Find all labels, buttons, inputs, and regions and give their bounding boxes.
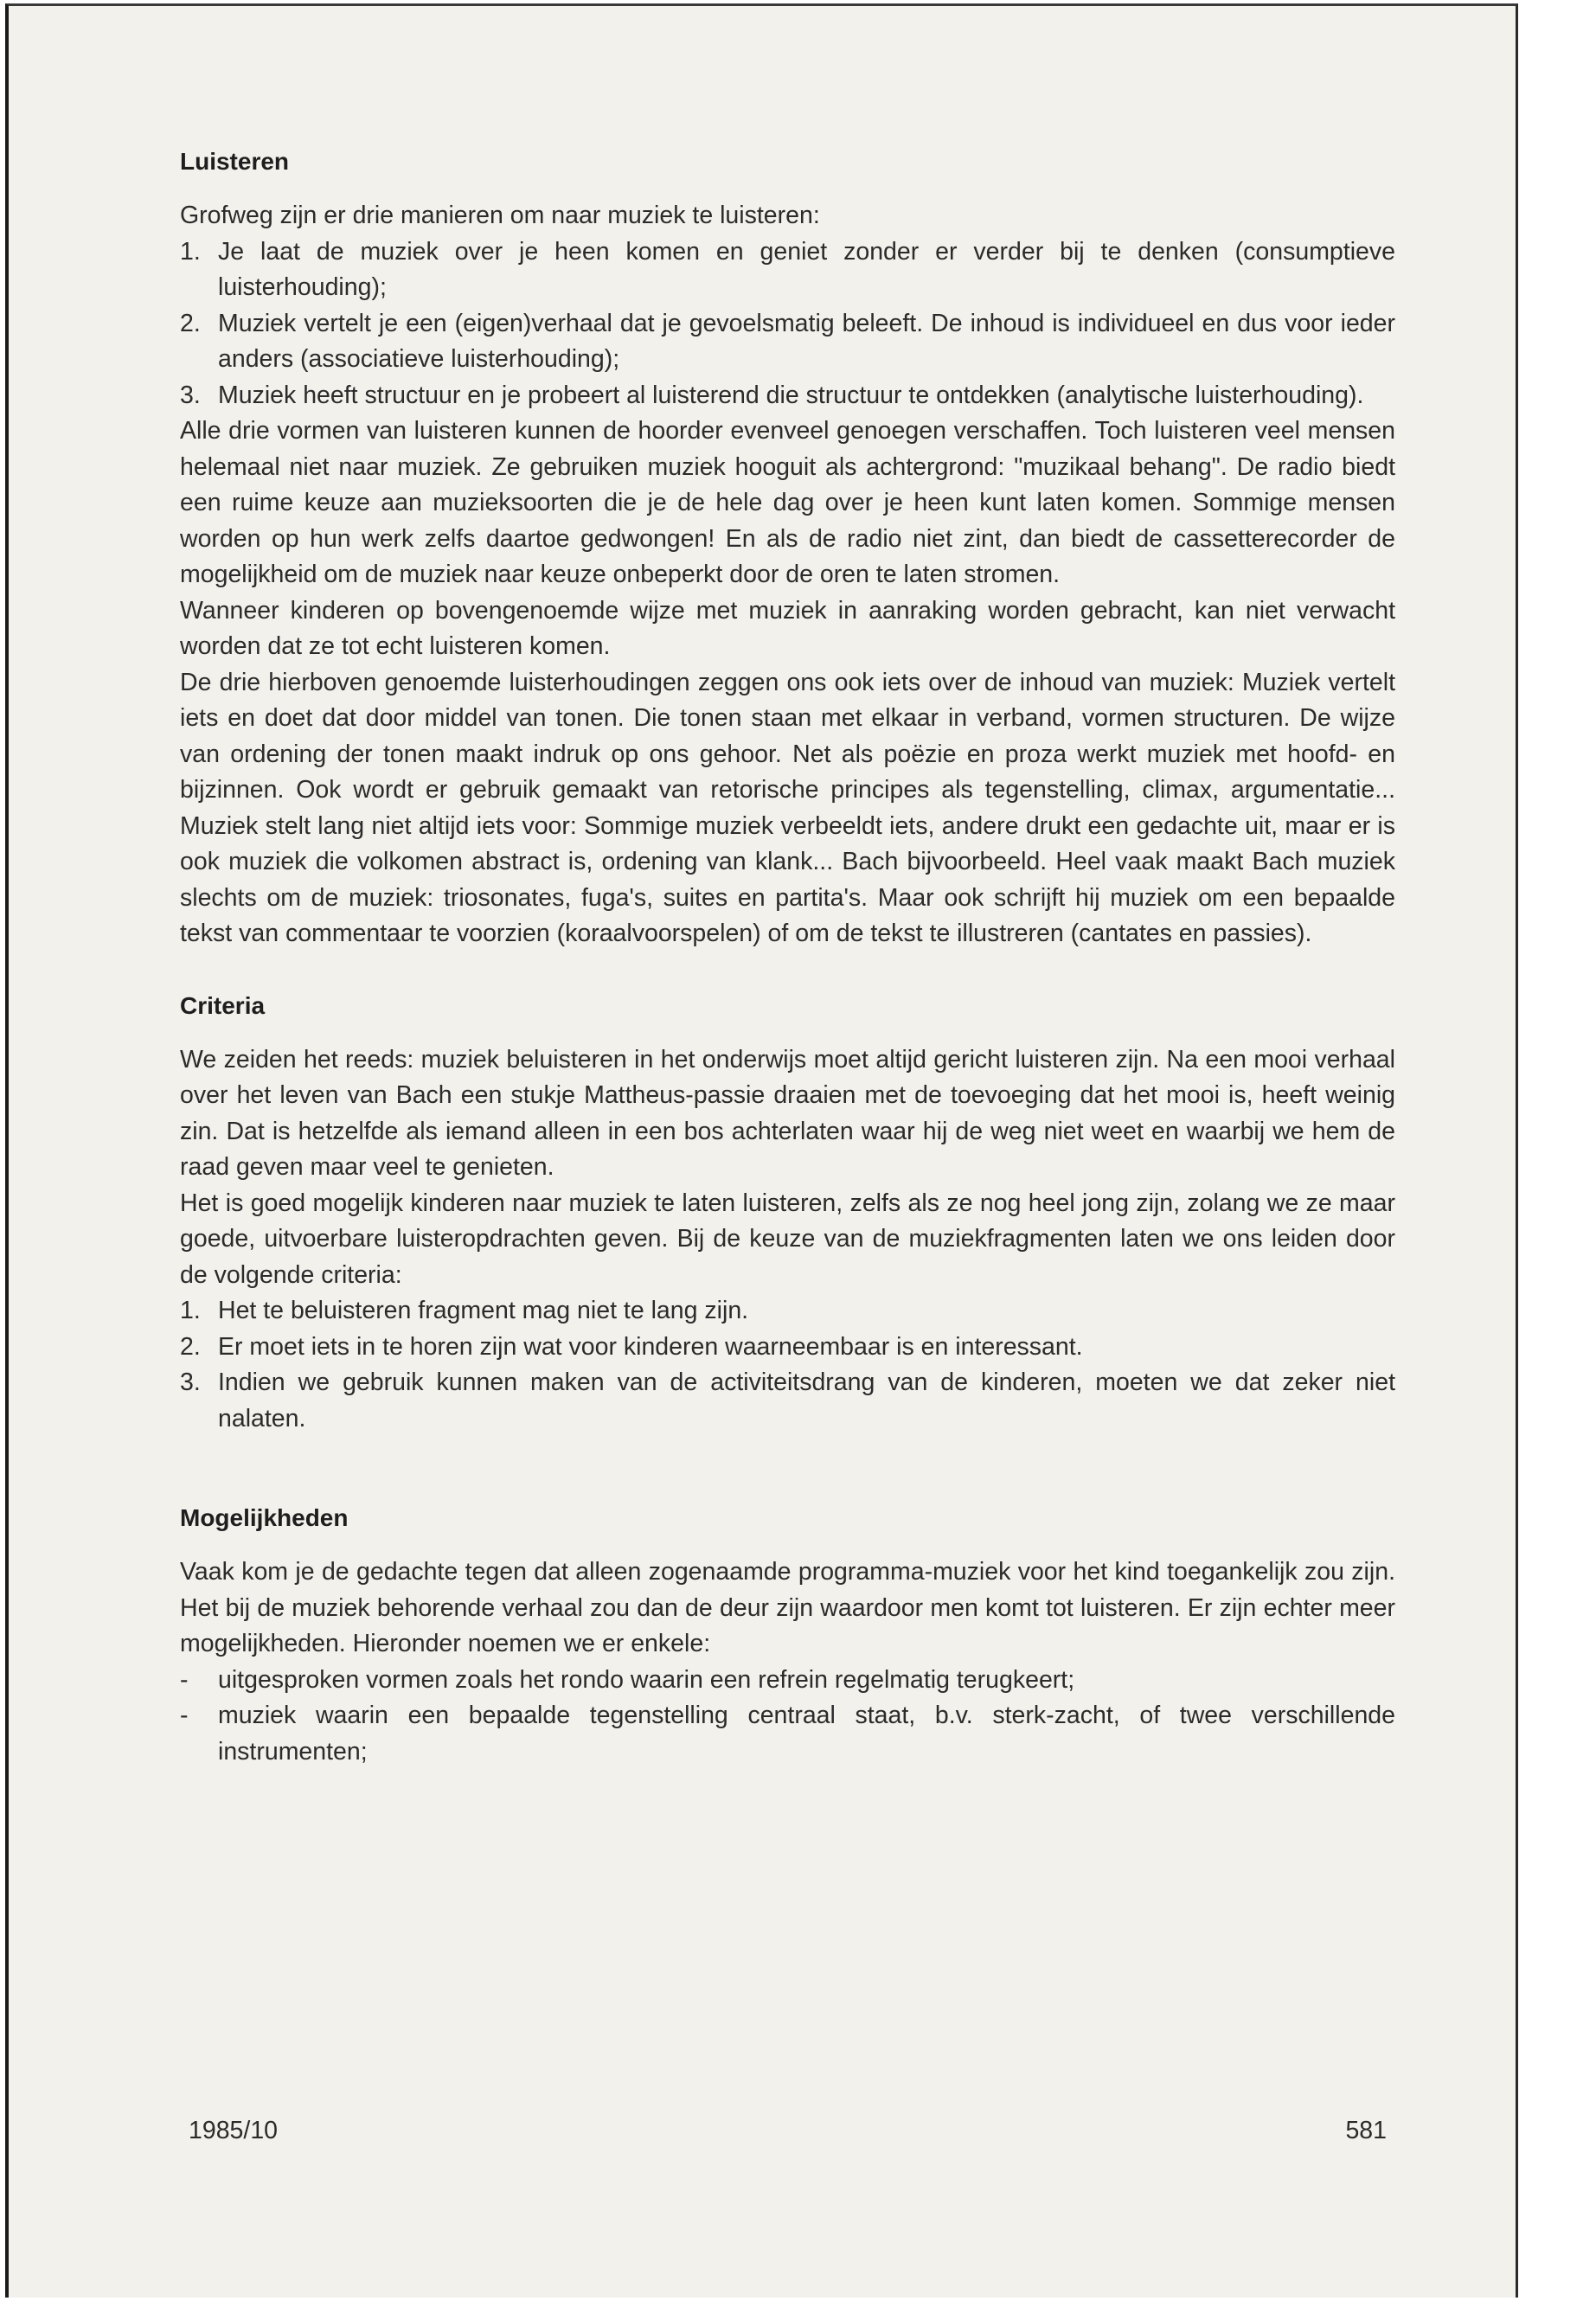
section-heading-luisteren: Luisteren [180,148,290,175]
possibilities-list [180,1663,1395,1771]
list-item: 2. Er moet iets in te horen zijn wat voor kinderen waarneembaar is en interessant. [180,1332,1083,1361]
paragraph: Alle drie vormen van luisteren kunnen de hoorder evenveel genoegen verschaffen. Toch luisteren veel mensen helemaal niet naar muziek. Ze gebruiken muziek hooguit als achtergrond: "muzikaal behang". De radio biedt een ruime keuze aan muzieksoorten die je de hele dag over je heen kunt laten komen. Sommige mensen worden op hun werk zelfs daartoe gedwongen! En als de radio niet zint, dan biedt de cassetterecorder de mogelijkheid om de muziek naar keuze onbeperkt door de oren te laten stromen. [180,417,1395,588]
paragraph: De drie hierboven genoemde luisterhoudingen zeggen ons ook iets over de inhoud van muziek: Muziek vertelt iets en doet dat door middel van tonen. Die tonen staan met elkaar in verband, vormen structuren. De wijze van ordening der tonen maakt indruk op ons gehoor. Net als poëzie en proza werkt muziek met hoofd- en bijzinnen. Ook wordt er gebruik gemaakt van retorische principes als tegenstelling, climax, argumentatie... Muziek stelt lang niet altijd iets voor: Sommige muziek verbeeldt iets, andere drukt een gedachte uit, maar er is ook muziek die volkomen abstract is, ordening van klank... Bach bijvoorbeeld. Heel vaak maakt Bach muziek slechts om de muziek: triosonates, fuga's, suites en partita's. Maar ook schrijft hij muziek om een bepaalde tekst van commentaar te voorzien (koraalvoorspelen) of om de tekst te illustreren (cantates en passies). [180,668,1395,947]
list-item: 3. Indien we gebruik kunnen maken van de activiteitsdrang van de kinderen, moeten we dat zeker niet nalaten. [180,1368,1395,1433]
list-item: 3. Muziek heeft structuur en je probeert al luisterend die structuur te ontdekken (analytische luisterhouding). [180,381,1364,409]
list-item: - muziek waarin een bepaalde tegenstelling centraal staat, b.v. sterk-zacht, of twee verschillende instrumenten; [180,1702,1395,1766]
list-item: 1. Je laat de muziek over je heen komen en geniet zonder er verder bij te denken (consumptieve luisterhouding); [180,237,1395,301]
page-number: 581 [1345,2117,1387,2144]
criteria-list [180,1293,1395,1437]
paragraph: We zeiden het reeds: muziek beluisteren in het onderwijs moet altijd gericht luisteren zijn. Na een mooi verhaal over het leven van Bach een stukje Mattheus-passie draaien met de toevoeging dat het mooi is, heeft weinig zin. Dat is hetzelfde als iemand alleen in een bos achterlaten waar hij de weg niet weet en waarbij we hem de raad geven maar veel te genieten. [180,1045,1395,1181]
article-body [180,144,1395,1770]
list-item: 2. Muziek vertelt je een (eigen)verhaal dat je gevoelsmatig beleeft. De inhoud is individueel en dus voor ieder anders (associatieve luisterhouding); [180,309,1395,373]
list-item: 1. Het te beluisteren fragment mag niet te lang zijn. [180,1297,749,1324]
issue-number: 1985/10 [189,2117,279,2144]
paragraph: Vaak kom je de gedachte tegen dat alleen zogenaamde programma-muziek voor het kind toegankelijk zou zijn. Het bij de muziek behorende verhaal zou dan de deur zijn waardoor men komt tot luisteren. Er zijn echter meer mogelijkheden. Hieronder noemen we er enkele: [180,1558,1395,1657]
section-heading-mogelijkheden: Mogelijkheden [180,1504,349,1531]
listening-modes-list [180,234,1395,414]
scanned-page [5,3,1518,2298]
list-item: - uitgesproken vormen zoals het rondo waarin een refrein regelmatig terugkeert; [180,1665,1075,1694]
paragraph: Het is goed mogelijk kinderen naar muziek te laten luisteren, zelfs als ze nog heel jong zijn, zolang we ze maar goede, uitvoerbare luisteropdrachten geven. Bij de keuze van de muziekfragmenten laten we ons leiden door de volgende criteria: [180,1189,1395,1289]
intro-paragraph: Grofweg zijn er drie manieren om naar muziek te luisteren: [180,202,820,229]
section-heading-criteria: Criteria [180,991,266,1019]
paragraph: Wanneer kinderen op bovengenoemde wijze met muziek in aanraking worden gebracht, kan niet verwacht worden dat ze tot echt luisteren komen. [180,596,1395,660]
